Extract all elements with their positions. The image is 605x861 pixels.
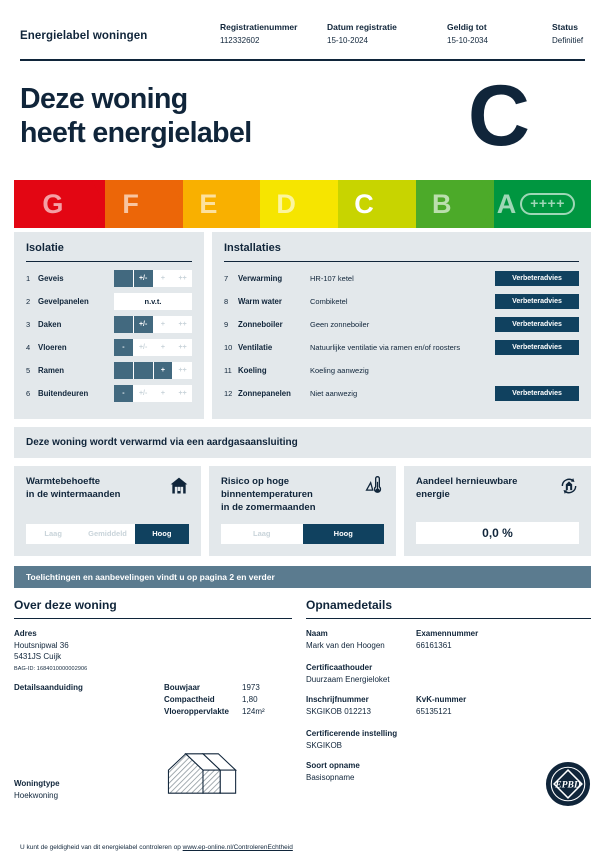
installatie-row bbox=[224, 361, 579, 380]
scale-arrow bbox=[403, 180, 416, 228]
detail-key: Compactheid bbox=[164, 694, 215, 704]
soort-opname-value: Basisopname bbox=[306, 772, 355, 782]
rating-seg-minus: - bbox=[114, 385, 134, 402]
field-label: Datum registratie bbox=[327, 22, 397, 32]
scale-arrow bbox=[325, 180, 338, 228]
adres-city: 5431JS Cuijk bbox=[14, 651, 62, 661]
footer-link[interactable]: www.ep-online.nl/ControlerenEchtheid bbox=[182, 844, 293, 851]
adres-block bbox=[14, 629, 292, 672]
scale-letter: C bbox=[354, 188, 374, 219]
rating-seg-plus: + bbox=[154, 339, 174, 356]
scale-letter: D bbox=[276, 188, 296, 219]
section-divider bbox=[306, 618, 591, 619]
row-number: 9 bbox=[224, 320, 229, 330]
naam-label: Naam bbox=[306, 628, 328, 638]
panel-title: Isolatie bbox=[26, 242, 64, 255]
row-number: 6 bbox=[26, 389, 31, 399]
row-number: 10 bbox=[224, 343, 233, 353]
metric-title-line: Aandeel hernieuwbare bbox=[416, 476, 518, 488]
verbeteradvies-button[interactable]: Verbeteradvies bbox=[495, 386, 579, 401]
row-label: Gevelpanelen bbox=[38, 297, 89, 307]
detail-item bbox=[164, 695, 265, 704]
metric-title bbox=[26, 476, 169, 502]
gas-connection-banner: Deze woning wordt verwarmd via een aardgasaansluiting bbox=[14, 427, 591, 458]
rating-seg-minus bbox=[114, 270, 134, 287]
inschrijfnummer-block bbox=[306, 695, 591, 718]
header-field-datum-registratie bbox=[327, 22, 447, 45]
detailsaanduiding-block bbox=[14, 683, 292, 719]
row-number: 4 bbox=[26, 343, 31, 353]
examennummer-label: Examennummer bbox=[416, 628, 479, 638]
rating-seg-plusplus: ++ bbox=[178, 321, 187, 329]
woningtype-block bbox=[14, 749, 292, 802]
metric-control bbox=[416, 513, 579, 544]
kvk-value: 65135121 bbox=[416, 706, 452, 716]
verbeteradvies-button[interactable]: Verbeteradvies bbox=[495, 271, 579, 286]
rating-seg-plus: + bbox=[154, 362, 174, 379]
metric-aandeel-hernieuwbare-energie bbox=[404, 466, 591, 555]
rating-seg-plusplus: ++ bbox=[178, 390, 187, 398]
row-value: Natuurlijke ventilatie via ramen en/of roosters bbox=[310, 343, 461, 353]
current-label-pointer bbox=[352, 168, 370, 179]
header-fields bbox=[220, 22, 585, 45]
adres-label: Adres bbox=[14, 628, 37, 638]
row-number: 1 bbox=[26, 274, 31, 284]
section-over-deze-woning bbox=[14, 598, 292, 812]
row-label: Warm water bbox=[238, 297, 282, 307]
risico-toggle[interactable] bbox=[221, 524, 384, 544]
metric-header bbox=[26, 476, 189, 502]
hero-line-1: Deze woning bbox=[20, 83, 188, 115]
renewable-percentage-value: 0,0 % bbox=[416, 522, 579, 544]
metric-header bbox=[221, 476, 384, 514]
house-icon bbox=[169, 476, 189, 496]
field-label: Geldig tot bbox=[447, 22, 487, 32]
rating-seg-plus: + bbox=[154, 270, 174, 287]
rating-seg-plus: + bbox=[154, 316, 174, 333]
scale-letter: F bbox=[122, 188, 139, 219]
woningtype-text bbox=[14, 779, 164, 802]
certificaathouder-label: Certificaathouder bbox=[306, 662, 373, 672]
installatie-row bbox=[224, 315, 579, 334]
certificerende-instelling-label: Certificerende instelling bbox=[306, 728, 398, 738]
metric-title-line: Risico op hoge bbox=[221, 476, 290, 488]
footer-text: U kunt de geldigheid van dit energielabel controleren op bbox=[20, 844, 183, 851]
naam-group bbox=[306, 629, 416, 652]
panel-installaties bbox=[212, 232, 591, 419]
svg-text:EPBD: EPBD bbox=[555, 779, 581, 791]
header-field-status bbox=[552, 22, 583, 45]
document-header bbox=[14, 0, 591, 53]
kvk-label: KvK-nummer bbox=[416, 694, 467, 704]
row-value: Koeling aanwezig bbox=[310, 366, 369, 376]
woningtype-value: Hoekwoning bbox=[14, 790, 59, 800]
rating-seg-plusminus: +/- bbox=[134, 339, 154, 356]
hero-heading bbox=[20, 83, 468, 150]
inschrijfnummer-value: SKGIKOB 012213 bbox=[306, 706, 371, 716]
examennummer-group bbox=[416, 629, 591, 652]
field-value: 15-10-2034 bbox=[447, 36, 488, 45]
document-title: Energielabel woningen bbox=[20, 30, 148, 42]
metric-warmtebehoefte bbox=[14, 466, 201, 555]
row-label: Buitendeuren bbox=[38, 389, 89, 399]
rating-seg-plusminus: +/- bbox=[134, 270, 154, 287]
rating-bars bbox=[114, 339, 192, 356]
metric-title bbox=[221, 476, 364, 514]
toggle-option-hoog[interactable]: Hoog bbox=[135, 524, 189, 544]
naam-value: Mark van den Hoogen bbox=[306, 640, 385, 650]
certificaathouder-value: Duurzaam Energieloket bbox=[306, 674, 390, 684]
inschrijfnummer-label: Inschrijfnummer bbox=[306, 694, 369, 704]
field-label: Status bbox=[552, 22, 578, 32]
installatie-row bbox=[224, 292, 579, 311]
metric-title-line: in de zomermaanden bbox=[221, 501, 316, 513]
scale-segment-g bbox=[14, 180, 92, 228]
metric-header bbox=[416, 476, 579, 502]
row-label: Ramen bbox=[38, 366, 64, 376]
row-value: Niet aanwezig bbox=[310, 389, 358, 399]
field-label: Registratienummer bbox=[220, 22, 298, 32]
footer-note bbox=[20, 844, 293, 851]
kvk-group bbox=[416, 695, 591, 718]
section-divider bbox=[14, 618, 292, 619]
soort-opname-block bbox=[306, 761, 591, 812]
status-badge: Definitief bbox=[552, 36, 584, 45]
toggle-option-laag[interactable]: Laag bbox=[44, 529, 62, 539]
row-label: Zonneboiler bbox=[238, 320, 283, 330]
renewable-icon bbox=[559, 476, 579, 496]
rating-seg-plusplus: ++ bbox=[178, 367, 187, 375]
field-value: 15-10-2024 bbox=[327, 36, 368, 45]
installatie-row bbox=[224, 384, 579, 403]
rating-seg-plusminus bbox=[134, 362, 154, 379]
rating-seg-minus bbox=[114, 362, 134, 379]
metric-title bbox=[416, 476, 559, 502]
verbeteradvies-button[interactable]: Verbeteradvies bbox=[495, 317, 579, 332]
certificerende-instelling-value: SKGIKOB bbox=[306, 740, 343, 750]
rating-seg-plusminus: +/- bbox=[134, 316, 154, 333]
metric-title-line: energie bbox=[416, 489, 450, 501]
scale-letter: B bbox=[431, 188, 452, 219]
row-label: Geveis bbox=[38, 274, 64, 284]
rating-bars bbox=[114, 316, 192, 333]
row-value: Combiketel bbox=[310, 297, 348, 307]
row-number: 3 bbox=[26, 320, 31, 330]
detail-item bbox=[164, 683, 265, 692]
metric-title-line: in de wintermaanden bbox=[26, 489, 121, 501]
row-label: Vloeren bbox=[38, 343, 67, 353]
scale-letter: A bbox=[496, 188, 517, 219]
row-label: Verwarming bbox=[238, 274, 283, 284]
installatie-row bbox=[224, 269, 579, 288]
hero-line-2: heeft energielabel bbox=[20, 116, 252, 149]
row-number: 2 bbox=[26, 297, 31, 307]
woningtype-label: Woningtype bbox=[14, 778, 60, 788]
detail-value: 124m² bbox=[242, 706, 265, 716]
certificaathouder-block bbox=[306, 663, 591, 684]
isolatie-row bbox=[26, 315, 192, 334]
examennummer-value: 66161361 bbox=[416, 640, 452, 650]
toggle-option-hoog[interactable]: Hoog bbox=[303, 524, 385, 544]
isolatie-row bbox=[26, 384, 192, 403]
row-number: 5 bbox=[26, 366, 31, 376]
metric-control bbox=[26, 515, 189, 544]
row-number: 8 bbox=[224, 297, 229, 307]
section-opnamedetails bbox=[306, 598, 591, 812]
rating-seg-minus bbox=[114, 316, 134, 333]
panel-isolatie bbox=[14, 232, 204, 419]
row-label: Zonnepanelen bbox=[238, 389, 291, 399]
installatie-row bbox=[224, 338, 579, 357]
panel-title: Installaties bbox=[224, 242, 281, 255]
energy-scale bbox=[14, 168, 591, 228]
rating-seg-plus: + bbox=[154, 385, 174, 402]
warmtebehoefte-toggle[interactable] bbox=[26, 524, 189, 544]
rating-seg-plusplus: ++ bbox=[178, 344, 187, 352]
rating-bars bbox=[114, 362, 192, 379]
metric-title-line: binnentemperaturen bbox=[221, 489, 313, 501]
row-value: Geen zonneboiler bbox=[310, 320, 370, 330]
naam-block bbox=[306, 629, 591, 652]
scale-arrow bbox=[170, 180, 183, 228]
detail-key: Bouwjaar bbox=[164, 682, 201, 692]
isolatie-row bbox=[26, 292, 192, 311]
detailsaanduiding-values bbox=[164, 683, 265, 719]
energy-label-letter: C bbox=[467, 68, 527, 165]
panel-divider bbox=[26, 261, 192, 262]
metric-risico-hoge-binnentemperaturen bbox=[209, 466, 396, 555]
isolatie-row bbox=[26, 269, 192, 288]
isolatie-row bbox=[26, 338, 192, 357]
panel-divider bbox=[224, 261, 579, 262]
inschrijfnummer-group bbox=[306, 695, 416, 718]
rating-seg-plusminus: +/- bbox=[134, 385, 154, 402]
epbd-logo bbox=[416, 761, 591, 812]
detail-item bbox=[164, 707, 265, 716]
verbeteradvies-button[interactable]: Verbeteradvies bbox=[495, 294, 579, 309]
scale-arrow bbox=[247, 180, 260, 228]
metrics-row bbox=[14, 466, 591, 555]
detailsaanduiding-label-wrap bbox=[14, 683, 164, 719]
row-label: Daken bbox=[38, 320, 62, 330]
row-number: 11 bbox=[224, 366, 232, 376]
rating-bars bbox=[114, 293, 192, 310]
bottom-sections bbox=[14, 598, 591, 812]
certificerende-instelling-block bbox=[306, 729, 591, 750]
detail-value: 1,80 bbox=[242, 694, 258, 704]
soort-opname-label: Soort opname bbox=[306, 760, 360, 770]
verbeteradvies-button[interactable]: Verbeteradvies bbox=[495, 340, 579, 355]
row-number: 7 bbox=[224, 274, 229, 284]
scale-bar bbox=[14, 180, 591, 228]
panels-row bbox=[14, 232, 591, 419]
toggle-option-gemiddeld[interactable]: Gemiddeld bbox=[88, 529, 127, 539]
isolatie-row bbox=[26, 361, 192, 380]
rating-bars bbox=[114, 385, 192, 402]
rating-bars bbox=[114, 270, 192, 287]
scale-arrow bbox=[481, 180, 494, 228]
row-label: Ventilatie bbox=[238, 343, 273, 353]
row-value: HR-107 ketel bbox=[310, 274, 354, 284]
section-title: Opnamedetails bbox=[306, 597, 393, 612]
scale-letter: E bbox=[199, 188, 218, 219]
soort-opname-group bbox=[306, 761, 416, 812]
scale-segment-a bbox=[481, 180, 591, 228]
detailsaanduiding-label: Detailsaanduiding bbox=[14, 682, 83, 692]
field-value: 112332602 bbox=[220, 36, 260, 45]
scale-letter: G bbox=[42, 188, 64, 219]
detail-value: 1973 bbox=[242, 682, 260, 692]
header-field-registratienummer bbox=[220, 22, 327, 45]
detail-key: Vloeroppervlakte bbox=[164, 706, 229, 716]
row-number: 12 bbox=[224, 389, 233, 399]
adres-street: Houtsnipwal 36 bbox=[14, 640, 69, 650]
row-label: Koeling bbox=[238, 366, 267, 376]
metric-title-line: Warmtebehoefte bbox=[26, 476, 101, 488]
rating-nvt: n.v.t. bbox=[144, 297, 162, 307]
woningtype-illustration bbox=[164, 749, 242, 802]
scale-plus-badge: ++++ bbox=[520, 193, 575, 215]
scale-arrow bbox=[92, 180, 105, 228]
header-field-geldig-tot bbox=[447, 22, 552, 45]
section-title: Over deze woning bbox=[14, 597, 117, 612]
thermometer-icon bbox=[364, 476, 384, 496]
bag-id: BAG-ID: 1684010000002906 bbox=[14, 665, 88, 672]
hero-section bbox=[14, 61, 591, 168]
toggle-option-laag[interactable]: Laag bbox=[252, 529, 271, 539]
rating-seg-minus: - bbox=[114, 339, 134, 356]
metric-control bbox=[221, 515, 384, 544]
info-banner: Toelichtingen en aanbevelingen vindt u op pagina 2 en verder bbox=[14, 566, 591, 588]
rating-seg-plusplus: ++ bbox=[178, 275, 187, 283]
